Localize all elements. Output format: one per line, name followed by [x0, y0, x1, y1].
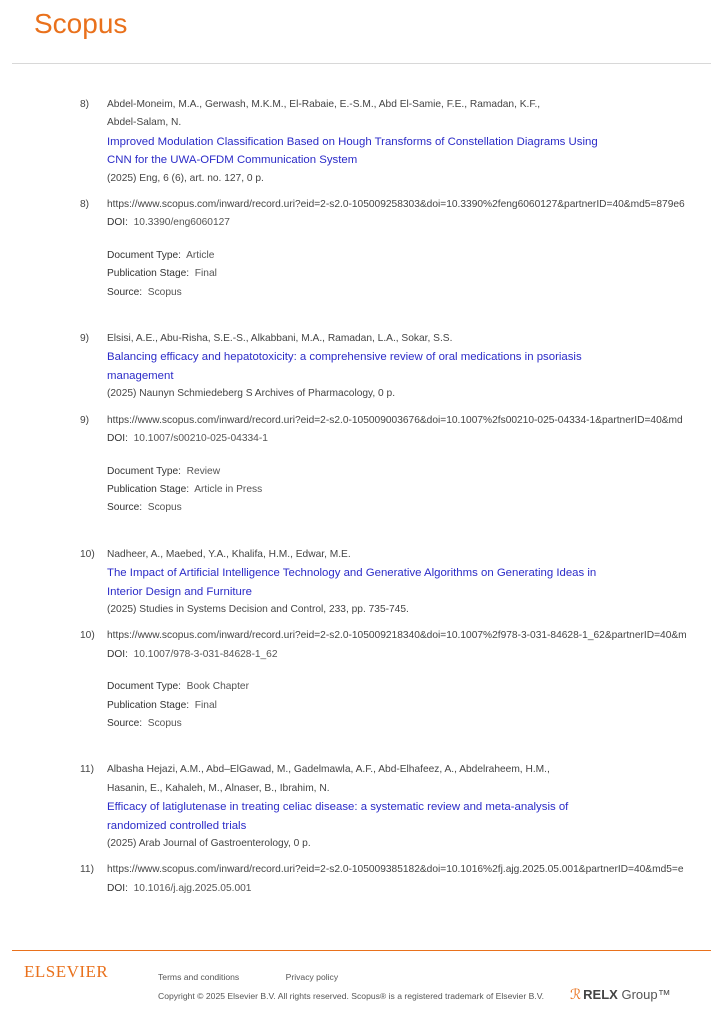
record-source-meta: (2025) Eng, 6 (6), art. no. 127, 0 p. [107, 172, 264, 184]
source-row [107, 499, 647, 517]
record-authors [107, 761, 647, 798]
relx-group-text: Group™ [621, 987, 671, 1002]
record-item [0, 546, 723, 734]
elsevier-logo[interactable]: ELSEVIER [24, 962, 109, 981]
record-title-link[interactable] [107, 348, 647, 385]
publication-stage-label: Publication Stage: [107, 699, 190, 711]
record-source-meta: (2025) Arab Journal of Gastroenterology, 0 p. [107, 838, 311, 849]
title-line[interactable]: Balancing efficacy and hepatotoxicity: a comprehensive review of oral medications in psoriasis [107, 351, 582, 364]
source-value: Scopus [147, 286, 182, 298]
doi-row [107, 880, 647, 898]
doi-label: DOI: [107, 882, 128, 894]
terms-link[interactable]: Terms and conditions [158, 972, 240, 982]
publication-stage-value: Final [194, 268, 217, 280]
record-authors [107, 546, 647, 564]
record-url[interactable]: https://www.scopus.com/inward/record.uri?eid=2-s2.0-105009385182&doi=10.1016%2fj.ajg.2025.05.001&partnerID=40&md5=e [107, 864, 684, 876]
relx-wordmark: RELX [583, 987, 618, 1002]
footer-links [158, 972, 382, 982]
title-line[interactable]: The Impact of Artificial Intelligence Technology and Generative Algorithms on Generating Ideas in [107, 567, 597, 580]
record-url[interactable]: https://www.scopus.com/inward/record.uri?eid=2-s2.0-105009003676&doi=10.1007%2fs00210-025-04334-1&partnerID=40&md [107, 414, 683, 426]
title-line[interactable]: CNN for the UWA-OFDM Communication System [107, 154, 358, 167]
source-label: Source: [107, 286, 143, 298]
record-source-meta: (2025) Naunyn Schmiedeberg S Archives of Pharmacology, 0 p. [107, 388, 396, 400]
footer-divider [12, 950, 711, 951]
record-number: 10) [80, 548, 95, 560]
document-type-label: Document Type: [107, 681, 181, 693]
doi-row [107, 430, 647, 448]
doi-value: 10.1016/j.ajg.2025.05.001 [133, 882, 252, 894]
authors-line: Nadheer, A., Maebed, Y.A., Khalifa, H.M., Edwar, M.E. [107, 548, 351, 560]
record-item [0, 96, 723, 302]
document-type-row [107, 247, 647, 265]
document-type-label: Document Type: [107, 249, 181, 261]
record-authors [107, 330, 647, 348]
document-type-value: Article [186, 249, 215, 261]
document-type-value: Review [186, 465, 221, 477]
publication-stage-label: Publication Stage: [107, 268, 190, 280]
source-row [107, 284, 647, 302]
doi-value: 10.1007/978-3-031-84628-1_62 [133, 648, 278, 660]
authors-line: Abdel-Salam, N. [107, 117, 182, 129]
record-number: 11) [80, 864, 94, 876]
doi-value: 10.3390/eng6060127 [133, 217, 230, 229]
record-item [0, 761, 723, 898]
doi-row [107, 214, 647, 232]
record-authors [107, 96, 647, 133]
title-line[interactable]: Interior Design and Furniture [107, 585, 252, 598]
source-value: Scopus [147, 717, 182, 729]
publication-stage-row [107, 697, 647, 715]
record-url[interactable]: https://www.scopus.com/inward/record.uri?eid=2-s2.0-105009218340&doi=10.1007%2f978-3-031-84628-1_62&partnerID=40&m [107, 630, 687, 642]
record-source-meta: (2025) Studies in Systems Decision and Control, 233, pp. 735-745. [107, 603, 409, 615]
record-number: 8) [80, 199, 90, 211]
source-row [107, 715, 647, 733]
authors-line: Abdel-Moneim, M.A., Gerwash, M.K.M., El-Rabaie, E.-S.M., Abd El-Samie, F.E., Ramadan, K.F., [107, 99, 541, 110]
record-url[interactable]: https://www.scopus.com/inward/record.uri?eid=2-s2.0-105009258303&doi=10.3390%2feng6060127&partnerID=40&md5=879e6 [107, 199, 685, 211]
document-type-value: Book Chapter [186, 681, 249, 693]
record-title-link[interactable] [107, 564, 647, 601]
record-number: 9) [80, 414, 90, 426]
document-type-row [107, 463, 647, 481]
authors-line: Albasha Hejazi, A.M., Abd–ElGawad, M., Gadelmawla, A.F., Abd-Elhafeez, A., Abdelraheem, H.M., [107, 764, 550, 776]
source-label: Source: [107, 502, 143, 514]
doi-label: DOI: [107, 648, 128, 660]
title-line[interactable]: management [107, 369, 174, 382]
record-title-link[interactable] [107, 133, 647, 170]
publication-stage-value: Article in Press [194, 483, 263, 495]
authors-line: Hasanin, E., Kahaleh, M., Alnaser, B., Ibrahim, N. [107, 782, 330, 794]
relx-logo[interactable] [570, 986, 671, 1003]
publication-stage-row [107, 265, 647, 283]
publication-stage-value: Final [194, 699, 217, 711]
publication-stage-label: Publication Stage: [107, 483, 190, 495]
record-number: 11) [80, 764, 94, 776]
header-divider [12, 63, 711, 64]
doi-row [107, 646, 647, 664]
record-title-link[interactable] [107, 798, 647, 835]
doi-label: DOI: [107, 217, 128, 229]
authors-line: Elsisi, A.E., Abu-Risha, S.E.-S., Alkabbani, M.A., Ramadan, L.A., Sokar, S.S. [107, 333, 453, 345]
title-line[interactable]: randomized controlled trials [107, 819, 247, 832]
record-number: 8) [80, 99, 90, 110]
privacy-link[interactable]: Privacy policy [285, 972, 339, 982]
publication-stage-row [107, 481, 647, 499]
record-number: 9) [80, 333, 90, 345]
scopus-logo[interactable]: Scopus [34, 8, 128, 39]
title-line[interactable]: Efficacy of latiglutenase in treating celiac disease: a systematic review and meta-analysis of [107, 801, 569, 814]
source-value: Scopus [147, 502, 182, 514]
document-type-row [107, 678, 647, 696]
doi-value: 10.1007/s00210-025-04334-1 [133, 433, 268, 445]
copyright-text: Copyright © 2025 Elsevier B.V. All rights reserved. Scopus® is a registered trademark of Elsevier B.V. [158, 991, 545, 1001]
doi-label: DOI: [107, 433, 128, 445]
title-line[interactable]: Improved Modulation Classification Based on Hough Transforms of Constellation Diagrams Using [107, 135, 598, 148]
record-item [0, 330, 723, 518]
record-number: 10) [80, 630, 95, 642]
relx-mark-icon: ℛ [570, 986, 582, 1002]
source-label: Source: [107, 717, 143, 729]
document-type-label: Document Type: [107, 465, 181, 477]
record-list [0, 96, 723, 926]
